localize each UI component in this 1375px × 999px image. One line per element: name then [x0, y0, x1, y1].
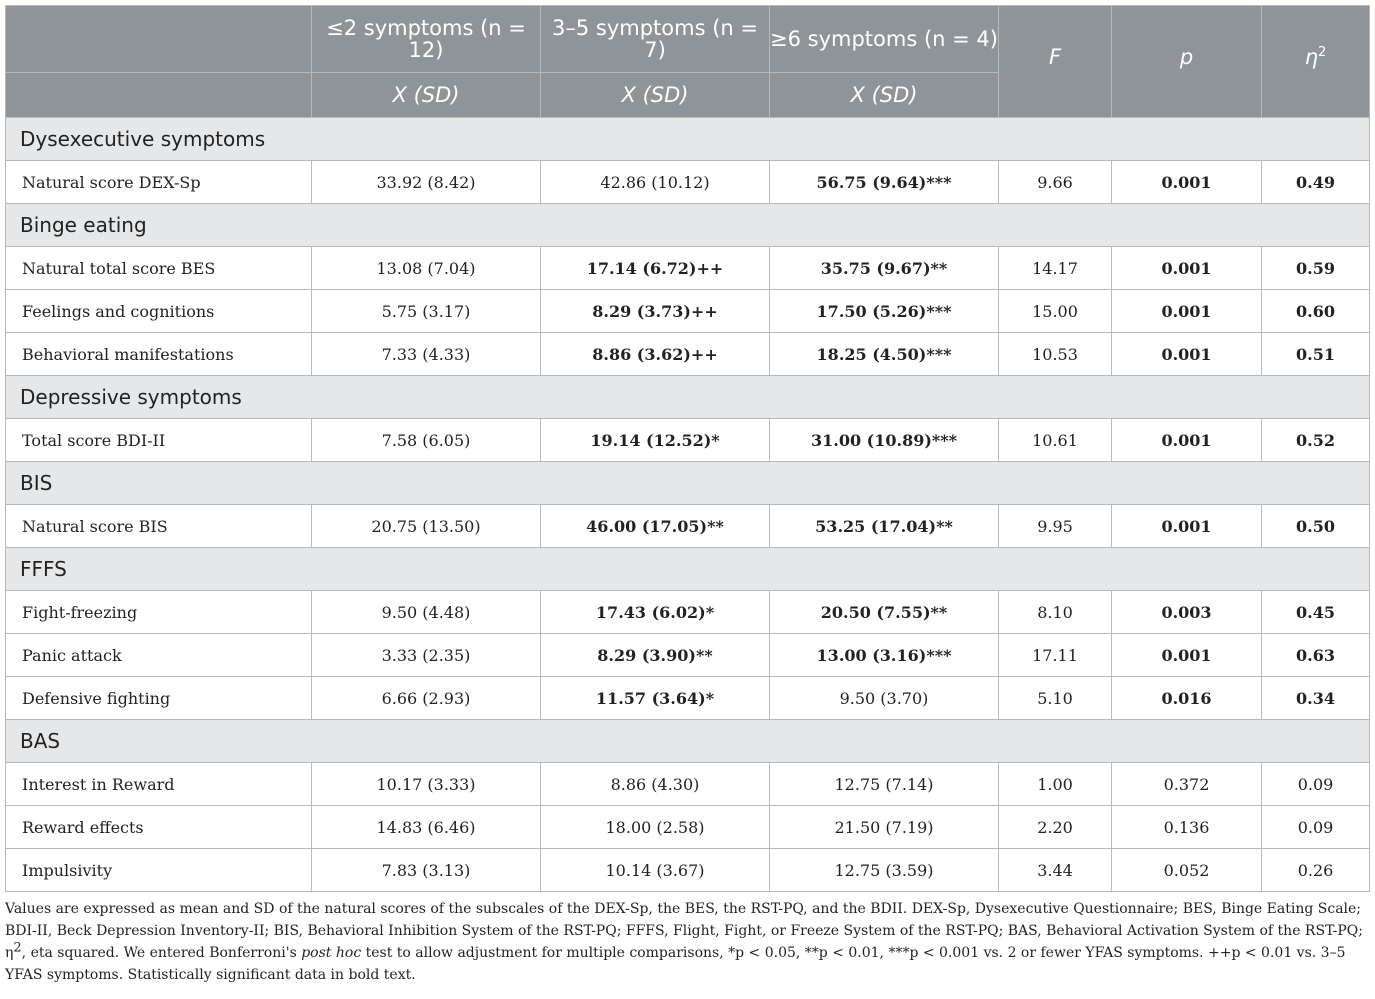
- table-row: [6, 634, 1370, 677]
- row-label: Natural score DEX-Sp: [6, 161, 312, 204]
- eta-value: 0.09: [1262, 763, 1370, 806]
- group3-value: 9.50 (3.70): [770, 677, 999, 720]
- group3-value: 20.50 (7.55)**: [770, 591, 999, 634]
- group1-value: 7.58 (6.05): [312, 419, 541, 462]
- group3-value: 56.75 (9.64)***: [770, 161, 999, 204]
- p-value: 0.001: [1112, 505, 1262, 548]
- p-value: 0.001: [1112, 247, 1262, 290]
- p-value: 0.001: [1112, 333, 1262, 376]
- section-title: BIS: [6, 462, 1370, 505]
- group3-header: ≥6 symptoms (n = 4): [770, 6, 999, 73]
- group3-value: 53.25 (17.04)**: [770, 505, 999, 548]
- corner-header-cell: [6, 6, 312, 73]
- group1-value: 33.92 (8.42): [312, 161, 541, 204]
- group3-stat-label: X (SD): [770, 73, 999, 118]
- group2-value: 8.29 (3.90)**: [541, 634, 770, 677]
- section-row: [6, 204, 1370, 247]
- p-value: 0.003: [1112, 591, 1262, 634]
- table-row: [6, 247, 1370, 290]
- group3-value: 31.00 (10.89)***: [770, 419, 999, 462]
- p-value: 0.016: [1112, 677, 1262, 720]
- eta-value: 0.50: [1262, 505, 1370, 548]
- group1-value: 3.33 (2.35): [312, 634, 541, 677]
- p-value: 0.136: [1112, 806, 1262, 849]
- p-value: 0.001: [1112, 290, 1262, 333]
- group2-value: 46.00 (17.05)**: [541, 505, 770, 548]
- f-value: 3.44: [999, 849, 1112, 892]
- p-value: 0.052: [1112, 849, 1262, 892]
- group1-header: ≤2 symptoms (n = 12): [312, 6, 541, 73]
- group2-header: 3–5 symptoms (n = 7): [541, 6, 770, 73]
- p-header: p: [1112, 6, 1262, 118]
- eta-value: 0.45: [1262, 591, 1370, 634]
- group3-value: 12.75 (7.14): [770, 763, 999, 806]
- table-body: [6, 118, 1370, 892]
- group1-value: 7.33 (4.33): [312, 333, 541, 376]
- f-header: F: [999, 6, 1112, 118]
- row-label: Behavioral manifestations: [6, 333, 312, 376]
- table-row: [6, 591, 1370, 634]
- section-title: Depressive symptoms: [6, 376, 1370, 419]
- section-title: FFFS: [6, 548, 1370, 591]
- table-row: [6, 161, 1370, 204]
- f-value: 10.61: [999, 419, 1112, 462]
- table-row: [6, 505, 1370, 548]
- row-label: Fight-freezing: [6, 591, 312, 634]
- section-row: [6, 376, 1370, 419]
- group2-value: 10.14 (3.67): [541, 849, 770, 892]
- eta-value: 0.59: [1262, 247, 1370, 290]
- section-title: Binge eating: [6, 204, 1370, 247]
- eta-value: 0.09: [1262, 806, 1370, 849]
- section-row: [6, 462, 1370, 505]
- row-label: Total score BDI-II: [6, 419, 312, 462]
- eta-value: 0.26: [1262, 849, 1370, 892]
- eta-value: 0.60: [1262, 290, 1370, 333]
- row-label: Defensive fighting: [6, 677, 312, 720]
- f-value: 9.66: [999, 161, 1112, 204]
- p-value: 0.372: [1112, 763, 1262, 806]
- group2-value: 42.86 (10.12): [541, 161, 770, 204]
- table-row: [6, 290, 1370, 333]
- group3-value: 12.75 (3.59): [770, 849, 999, 892]
- f-value: 5.10: [999, 677, 1112, 720]
- f-value: 2.20: [999, 806, 1112, 849]
- row-label: Reward effects: [6, 806, 312, 849]
- row-label: Natural total score BES: [6, 247, 312, 290]
- results-table: [5, 5, 1370, 892]
- group1-value: 20.75 (13.50): [312, 505, 541, 548]
- group1-value: 9.50 (4.48): [312, 591, 541, 634]
- section-title: BAS: [6, 720, 1370, 763]
- eta-value: 0.49: [1262, 161, 1370, 204]
- eta-value: 0.52: [1262, 419, 1370, 462]
- section-row: [6, 118, 1370, 161]
- table-row: [6, 333, 1370, 376]
- p-value: 0.001: [1112, 634, 1262, 677]
- f-value: 15.00: [999, 290, 1112, 333]
- table-row: [6, 763, 1370, 806]
- group2-value: 8.29 (3.73)++: [541, 290, 770, 333]
- group2-value: 18.00 (2.58): [541, 806, 770, 849]
- table-row: [6, 419, 1370, 462]
- group1-value: 13.08 (7.04): [312, 247, 541, 290]
- group1-value: 5.75 (3.17): [312, 290, 541, 333]
- group2-value: 17.43 (6.02)*: [541, 591, 770, 634]
- group2-value: 8.86 (3.62)++: [541, 333, 770, 376]
- table-row: [6, 806, 1370, 849]
- row-label: Impulsivity: [6, 849, 312, 892]
- section-title: Dysexecutive symptoms: [6, 118, 1370, 161]
- group1-value: 6.66 (2.93): [312, 677, 541, 720]
- row-label: Panic attack: [6, 634, 312, 677]
- group3-value: 21.50 (7.19): [770, 806, 999, 849]
- row-label: Feelings and cognitions: [6, 290, 312, 333]
- group2-value: 17.14 (6.72)++: [541, 247, 770, 290]
- p-value: 0.001: [1112, 419, 1262, 462]
- section-row: [6, 548, 1370, 591]
- group3-value: 13.00 (3.16)***: [770, 634, 999, 677]
- eta-value: 0.51: [1262, 333, 1370, 376]
- group1-value: 14.83 (6.46): [312, 806, 541, 849]
- row-label: Interest in Reward: [6, 763, 312, 806]
- group2-value: 11.57 (3.64)*: [541, 677, 770, 720]
- f-value: 8.10: [999, 591, 1112, 634]
- empty-subheader: [6, 73, 312, 118]
- f-value: 17.11: [999, 634, 1112, 677]
- eta-value: 0.63: [1262, 634, 1370, 677]
- group3-value: 18.25 (4.50)***: [770, 333, 999, 376]
- table-header: [6, 6, 1370, 118]
- eta-value: 0.34: [1262, 677, 1370, 720]
- table-row: [6, 849, 1370, 892]
- f-value: 1.00: [999, 763, 1112, 806]
- f-value: 10.53: [999, 333, 1112, 376]
- group2-value: 8.86 (4.30): [541, 763, 770, 806]
- f-value: 14.17: [999, 247, 1112, 290]
- group3-value: 17.50 (5.26)***: [770, 290, 999, 333]
- group1-value: 7.83 (3.13): [312, 849, 541, 892]
- table-footnote: Values are expressed as mean and SD of the natural scores of the subscales of the DEX-Sp, the BES, the RST-PQ, and the BDII. DEX-Sp, Dysexecutive Questionnaire; BES, Binge Eating Scale; BDI-II, Beck Depression Inventory-II; BIS, Behavioral Inhibition System of the RST-PQ; FFFS, Flight, Fight, or Freeze System of the RST-PQ; BAS, Behavioral Activation System of the RST-PQ; η2, eta squared. We entered Bonferroni's post hoc test to allow adjustment for multiple comparisons, *p < 0.05, **p < 0.01, ***p < 0.001 vs. 2 or fewer YFAS symptoms. ++p < 0.01 vs. 3–5 YFAS symptoms. Statistically significant data in bold text.: [5, 901, 1363, 983]
- group2-stat-label: X (SD): [541, 73, 770, 118]
- f-value: 9.95: [999, 505, 1112, 548]
- group1-value: 10.17 (3.33): [312, 763, 541, 806]
- eta-header: $\eta^2$: [1262, 6, 1370, 118]
- group3-value: 35.75 (9.67)**: [770, 247, 999, 290]
- table-row: [6, 677, 1370, 720]
- p-value: 0.001: [1112, 161, 1262, 204]
- section-row: [6, 720, 1370, 763]
- group2-value: 19.14 (12.52)*: [541, 419, 770, 462]
- group1-stat-label: X (SD): [312, 73, 541, 118]
- row-label: Natural score BIS: [6, 505, 312, 548]
